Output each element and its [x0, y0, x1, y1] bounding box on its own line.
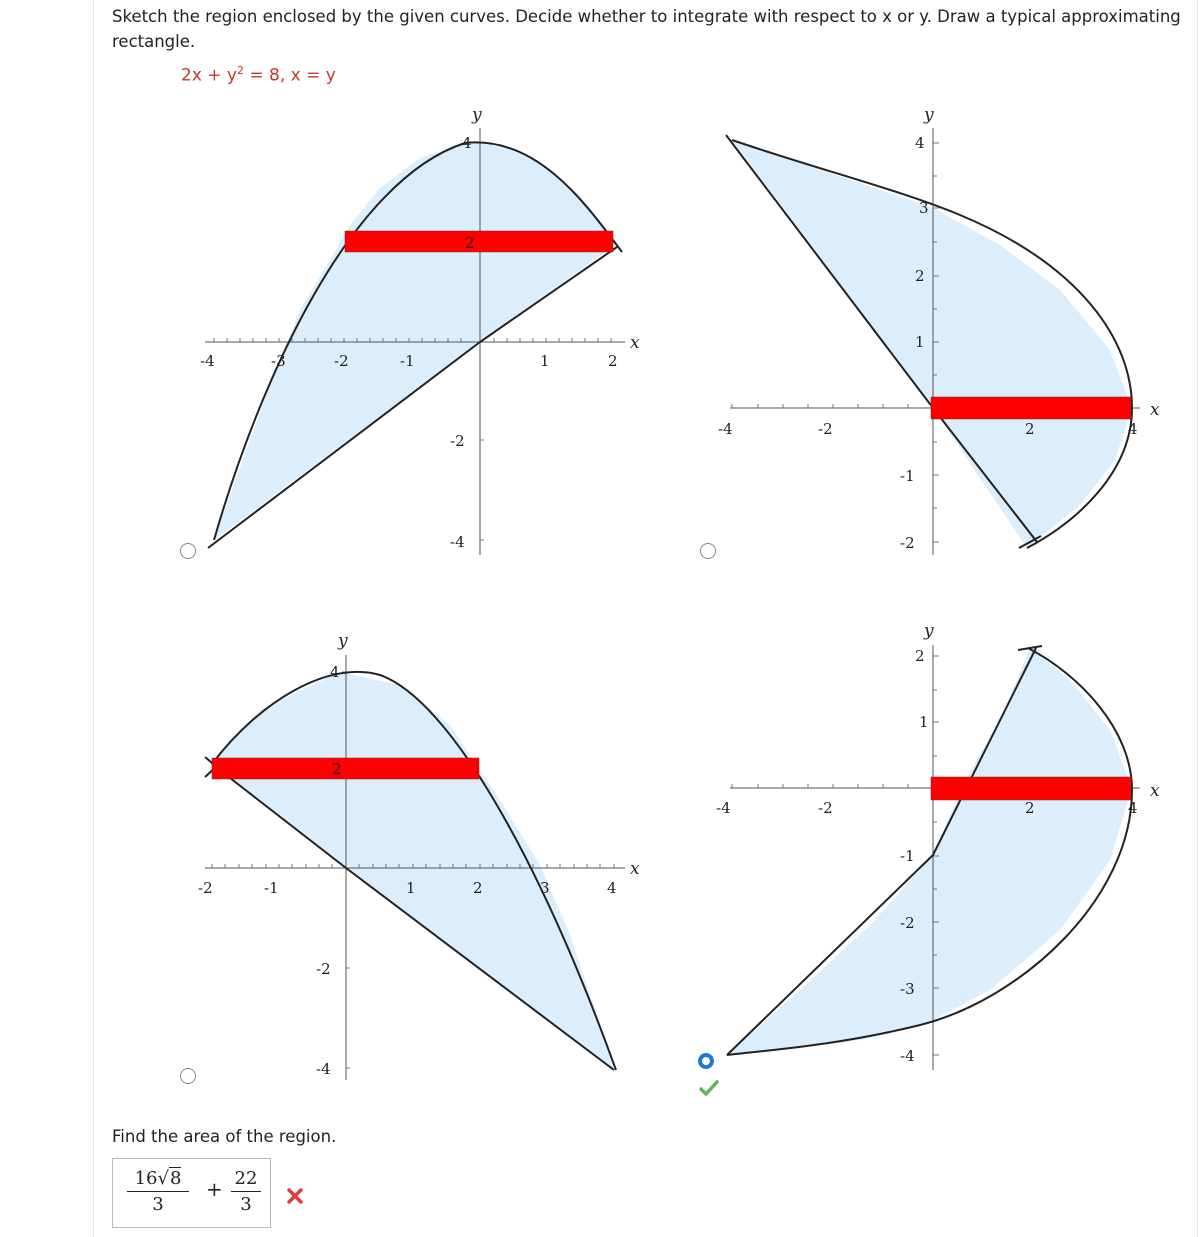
x-tick-label: 1 [406, 879, 416, 897]
y-tick-label: -4 [450, 533, 465, 551]
y-axis-label: y [472, 105, 482, 125]
y-tick-label: 4 [330, 663, 340, 681]
x-tick-label: -4 [716, 799, 731, 817]
region-fill [727, 648, 1132, 1055]
y-tick-label: -2 [900, 534, 915, 552]
x-tick-label: -2 [198, 879, 213, 897]
y-tick-label: 1 [915, 333, 925, 351]
fraction-term-2: 22 3 [231, 1168, 261, 1215]
y-tick-label: -2 [316, 960, 331, 978]
equation-text: $2x + y^2 = 8$, x = y [181, 64, 336, 86]
y-tick-label: -3 [900, 980, 915, 998]
incorrect-x-icon [286, 1187, 304, 1205]
x-tick-label: -2 [334, 352, 349, 370]
x-axis-label: x [630, 333, 640, 353]
x-tick-label: 4 [607, 879, 617, 897]
fraction-term-1: 16√8 3 [127, 1168, 189, 1215]
approx-rectangle [931, 777, 1131, 800]
x-axis-label: x [1150, 400, 1160, 420]
y-tick-label: -4 [316, 1060, 331, 1078]
y-axis-label: y [338, 631, 348, 651]
y-tick-label: 4 [915, 134, 925, 152]
x-tick-label: 2 [1025, 420, 1035, 438]
x-tick-label: 3 [540, 879, 550, 897]
y-tick-label: 2 [915, 647, 925, 665]
plus-operator: + [206, 1177, 223, 1201]
x-tick-label: -2 [818, 799, 833, 817]
x-axis-label: x [1150, 781, 1160, 801]
area-answer-input[interactable] [112, 1158, 271, 1228]
x-tick-label: 2 [473, 879, 483, 897]
x-tick-label: 4 [1128, 420, 1138, 438]
y-tick-label: -1 [900, 467, 915, 485]
x-tick-label: 4 [1128, 799, 1138, 817]
y-tick-label: -4 [900, 1047, 915, 1065]
x-tick-label: -2 [818, 420, 833, 438]
x-tick-label: -3 [271, 352, 286, 370]
y-axis-label: y [924, 621, 934, 641]
x-axis-label: x [630, 859, 640, 879]
y-tick-label: 2 [915, 267, 925, 285]
question-prompt: Sketch the region enclosed by the given curves. Decide whether to integrate with respect to x or y. Draw a typical approximating rectangle. [112, 7, 1181, 51]
y-tick-label: 2 [332, 760, 342, 778]
y-tick-label: -2 [450, 432, 465, 450]
x-tick-label: -1 [400, 352, 415, 370]
x-tick-label: -4 [200, 352, 215, 370]
x-tick-label: -4 [718, 420, 733, 438]
area-question-label: Find the area of the region. [112, 1127, 337, 1146]
y-tick-label: 4 [462, 134, 472, 152]
x-tick-label: -1 [264, 879, 279, 897]
y-tick-label: 1 [919, 713, 929, 731]
x-tick-label: 2 [1025, 799, 1035, 817]
x-tick-label: 1 [540, 352, 550, 370]
y-tick-label: 3 [919, 199, 929, 217]
y-axis-label: y [924, 105, 934, 125]
y-tick-label: 2 [465, 234, 475, 252]
y-tick-label: -2 [900, 914, 915, 932]
y-tick-label: -1 [900, 847, 915, 865]
x-tick-label: 2 [608, 352, 618, 370]
